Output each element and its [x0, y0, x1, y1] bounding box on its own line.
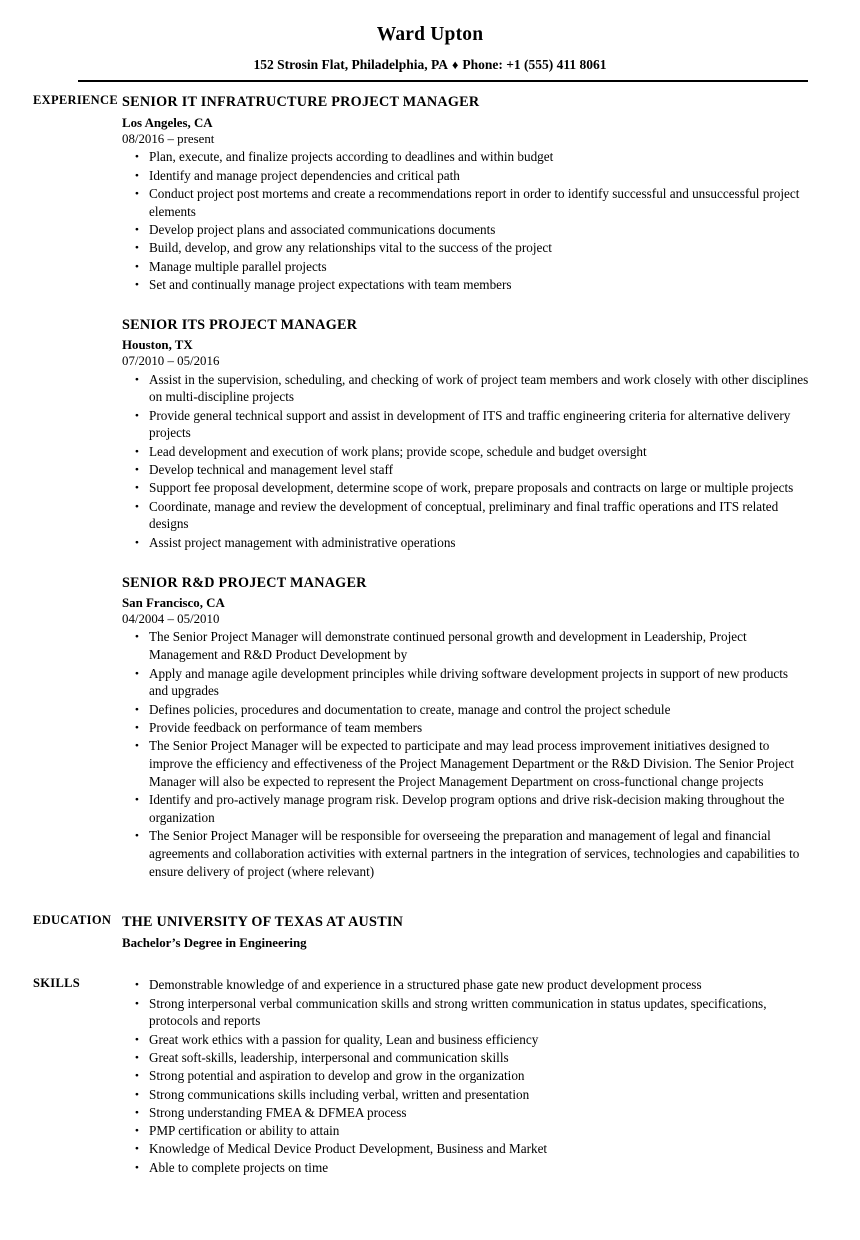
job-entry	[122, 574, 810, 881]
job-location: Los Angeles, CA	[122, 115, 213, 130]
job-bullet: ● Apply and manage agile development principles while driving software development projects in support of new products and upgrades	[122, 665, 810, 701]
skills-bullet-list	[122, 976, 810, 1176]
job-bullet: ● Coordinate, manage and review the development of conceptual, preliminary and final traffic operations and ITS related designs	[122, 498, 810, 534]
resume-header	[0, 0, 860, 82]
job-bullet-list	[122, 148, 810, 293]
experience-content	[122, 93, 860, 881]
skill-bullet: ● Strong potential and aspiration to develop and grow in the organization	[122, 1067, 810, 1085]
job-bullet: ● Develop technical and management level staff	[122, 461, 810, 479]
section-label-skills: SKILLS	[33, 976, 80, 991]
section-skills	[0, 976, 860, 1177]
skill-bullet: ● Strong communications skills including verbal, written and presentation	[122, 1086, 810, 1104]
skills-content	[122, 976, 860, 1177]
job-bullet: ● Conduct project post mortems and create a recommendations report in order to identify successful and unsuccessful project elements	[122, 185, 810, 221]
skill-bullet: ● Able to complete projects on time	[122, 1159, 810, 1177]
education-degree: Bachelor’s Degree in Engineering	[122, 935, 307, 950]
skill-bullet: ● PMP certification or ability to attain	[122, 1122, 810, 1140]
job-dates: 04/2004 – 05/2010	[122, 611, 220, 626]
job-entry	[122, 316, 810, 552]
section-label-experience: EXPERIENCE	[33, 93, 118, 108]
job-bullet: ● Support fee proposal development, determine scope of work, prepare proposals and contracts on large or multiple projects	[122, 479, 810, 497]
education-school: THE UNIVERSITY OF TEXAS AT AUSTIN	[122, 914, 404, 931]
job-bullet-list	[122, 371, 810, 552]
job-bullet: ● Defines policies, procedures and documentation to create, manage and control the project schedule	[122, 701, 810, 719]
contact-line	[0, 57, 860, 73]
job-bullet: ● Plan, execute, and finalize projects according to deadlines and within budget	[122, 148, 810, 166]
job-bullet: ● Identify and manage project dependencies and critical path	[122, 167, 810, 185]
job-title: SENIOR R&D PROJECT MANAGER	[122, 574, 367, 591]
section-education	[0, 913, 860, 951]
job-dates: 08/2016 – present	[122, 131, 215, 146]
skill-bullet: ● Great soft-skills, leadership, interpersonal and communication skills	[122, 1049, 810, 1067]
job-bullet: ● Lead development and execution of work plans; provide scope, schedule and budget oversight	[122, 443, 810, 461]
job-bullet: ● Manage multiple parallel projects	[122, 258, 810, 276]
job-bullet: ● Assist project management with administrative operations	[122, 534, 810, 552]
resume-body	[0, 82, 860, 1177]
contact-address: 152 Strosin Flat, Philadelphia, PA	[253, 57, 448, 73]
skill-bullet: ● Knowledge of Medical Device Product Development, Business and Market	[122, 1140, 810, 1158]
skill-bullet: ● Demonstrable knowledge of and experience in a structured phase gate new product development process	[122, 976, 810, 994]
skill-bullet: ● Strong interpersonal verbal communication skills and strong written communication in status updates, specifications, protocols and reports	[122, 995, 810, 1031]
job-location: Houston, TX	[122, 338, 193, 353]
job-bullet-list	[122, 628, 810, 880]
job-bullet: ● Provide feedback on performance of team members	[122, 719, 810, 737]
contact-phone: Phone: +1 (555) 411 8061	[462, 57, 607, 73]
job-location: San Francisco, CA	[122, 595, 225, 610]
job-bullet: ● Assist in the supervision, scheduling, and checking of work of project team members and work closely with other disciplines on multi-discipline projects	[122, 371, 810, 407]
diamond-separator-icon: ♦	[451, 58, 459, 73]
job-bullet: ● The Senior Project Manager will demonstrate continued personal growth and development in Leadership, Project Management and R&D Product Development by	[122, 628, 810, 664]
education-content	[122, 913, 860, 951]
job-bullet: ● Build, develop, and grow any relationships vital to the success of the project	[122, 239, 810, 257]
job-bullet: ● Develop project plans and associated communications documents	[122, 221, 810, 239]
job-bullet: ● The Senior Project Manager will be expected to participate and may lead process improvement initiatives designed to improve the efficiency and effectiveness of the Project Management Department or the R&D Division. The Senior Project Manager will also be expected to represent the Project Management Department on cross-functional change projects	[122, 737, 810, 790]
job-dates: 07/2010 – 05/2016	[122, 353, 220, 368]
job-title: SENIOR IT INFRATRUCTURE PROJECT MANAGER	[122, 94, 480, 111]
skill-bullet: ● Strong understanding FMEA & DFMEA process	[122, 1104, 810, 1122]
job-bullet: ● Identify and pro-actively manage program risk. Develop program options and drive risk-decision making throughout the organization	[122, 791, 810, 827]
job-bullet: ● Provide general technical support and assist in development of ITS and traffic engineering criteria for alternative delivery projects	[122, 407, 810, 443]
job-bullet: ● Set and continually manage project expectations with team members	[122, 276, 810, 294]
section-experience	[0, 93, 860, 881]
skill-bullet: ● Great work ethics with a passion for quality, Lean and business efficiency	[122, 1031, 810, 1049]
job-entry	[122, 93, 810, 293]
job-title: SENIOR ITS PROJECT MANAGER	[122, 316, 358, 333]
job-bullet: ● The Senior Project Manager will be responsible for overseeing the preparation and management of legal and financial agreements and collaboration activities with external partners in the integration of services, technologies and capabilities to ensure delivery of project (where relevant)	[122, 827, 810, 880]
candidate-name: Ward Upton	[376, 24, 484, 45]
section-label-education: EDUCATION	[33, 913, 112, 928]
